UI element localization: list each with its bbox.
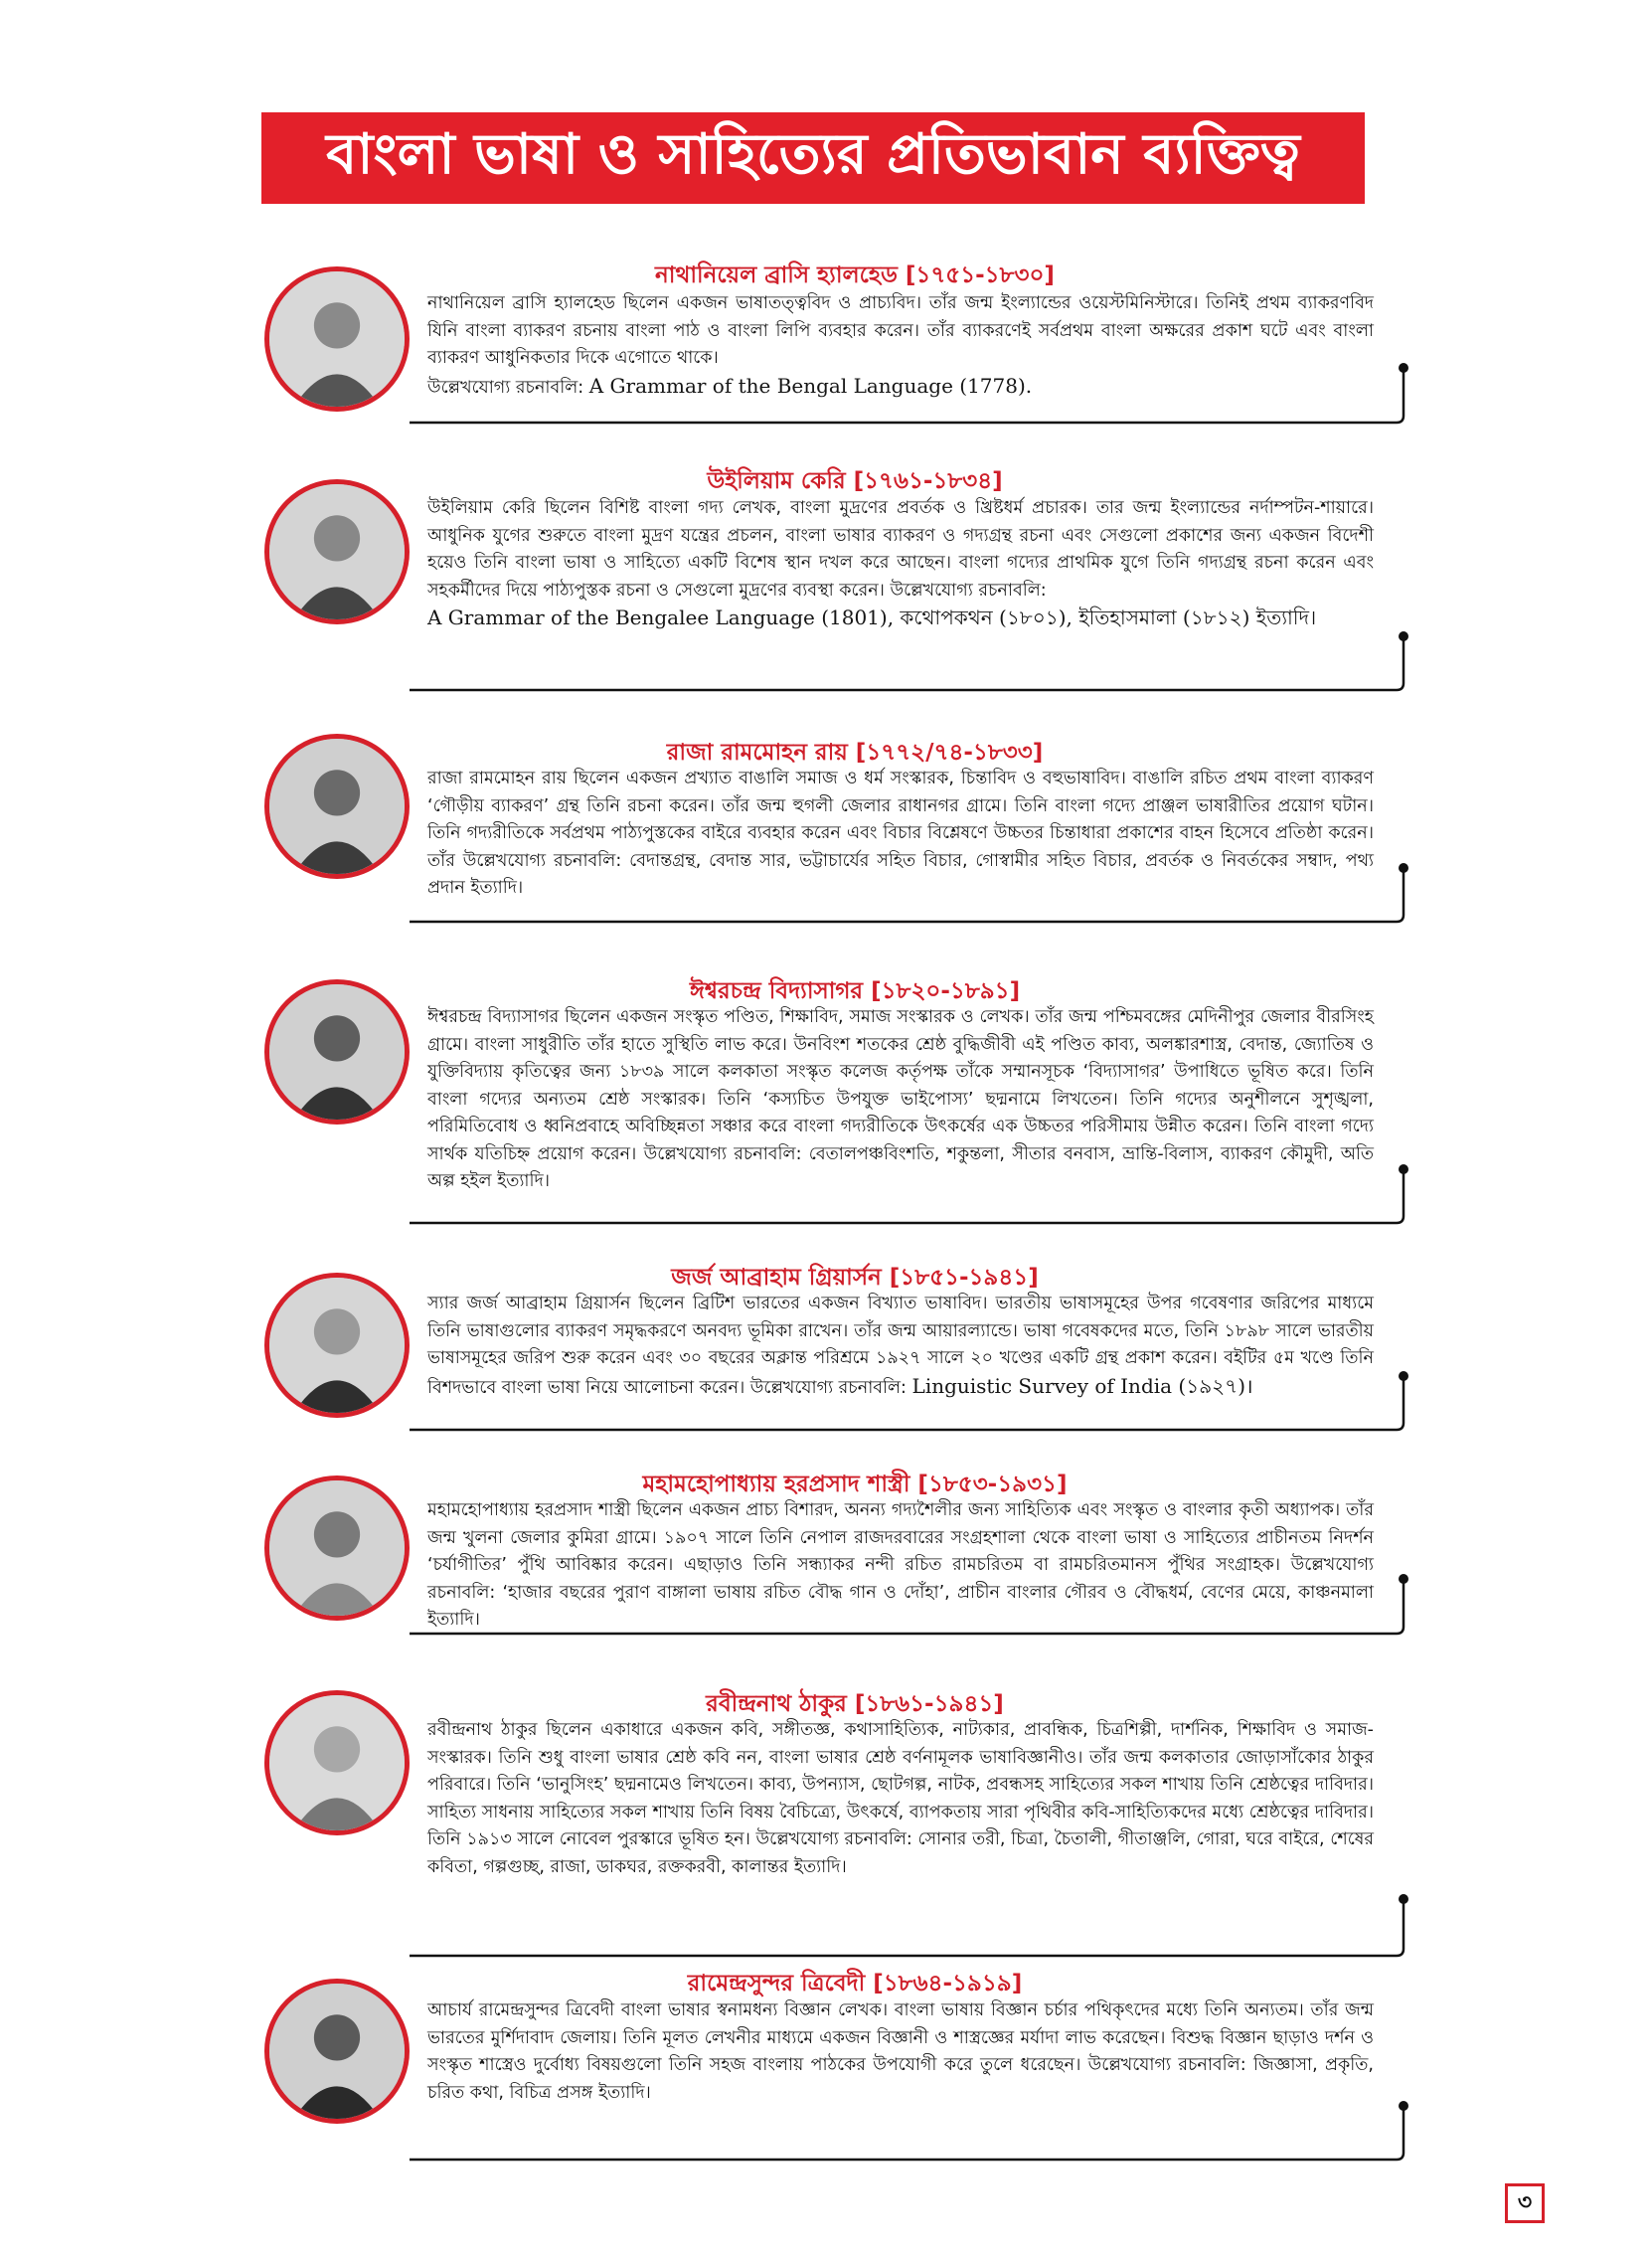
page-number: ৩ <box>1505 2183 1545 2223</box>
entry-name: রামেন্দ্রসুন্দর ত্রিবেদী [১৮৬৪-১৯১৯] <box>687 1971 1023 1996</box>
entry-works: A Grammar of the Bengalee Language (1801), কথোপকথন (১৮০১), ইতিহাসমালা (১৮১২) ইত্যাদি। <box>427 606 1317 629</box>
entry-bio <box>427 1497 1374 1635</box>
entry-bio-text: স্যার জর্জ আব্রাহাম গ্রিয়ার্সন ছিলেন ব্রিটিশ ভারতের একজন বিখ্যাত ভাষাবিদ। ভারতীয় ভাষাসমূহের উপর গবেষণার জরিপের মাধ্যমে তিনি ভাষাগুলোর ব্যাকরণ সমৃদ্ধকরণে অনবদ্য ভূমিকা রাখেন। তাঁর জন্ম আয়ারল্যান্ডে। ভাষা গবেষকদের মতে, তিনি ১৮৯৮ সালে ভারতীয় ভাষাসমূহের জরিপ শুরু করেন এবং ৩০ বছরের অক্লান্ত পরিশ্রমে ১৯২৭ সালে ২০ খণ্ডের একটি গ্রন্থ প্রকাশ করেন। বইটির ৫ম খণ্ডে তিনি বিশদভাবে বাংলা ভাষা নিয়ে আলোচনা করেন। উল্লেখযোগ্য রচনাবলি: <box>427 1294 1374 1398</box>
entry-bio-text: রাজা রামমোহন রায় ছিলেন একজন প্রখ্যাত বাঙালি সমাজ ও ধর্ম সংস্কারক, চিন্তাবিদ ও বহুভাষাবিদ। বাঙালি রচিত প্রথম বাংলা ব্যাকরণ ‘গৌড়ীয় ব্যাকরণ’ গ্রন্থ তিনি রচনা করেন। তাঁর জন্ম হুগলী জেলার রাধানগর গ্রামে। তিনি বাংলা গদ্যে প্রাঞ্জল ভাষারীতির প্রয়োগ ঘটান। তিনি গদ্যরীতিকে সর্বপ্রথম পাঠ্যপুস্তকের বাইরে ব্যবহার করেন এবং বিচার বিশ্লেষণে উচ্চতর চিন্তাধারা প্রকাশের বাহন হিসেবে প্রতিষ্ঠা করেন। তাঁর উল্লেখযোগ্য রচনাবলি: বেদান্তগ্রন্থ, বেদান্ত সার, ভট্টাচার্যের সহিত বিচার, গোস্বামীর সহিত বিচার, প্রবর্তক ও নিবর্তকের সম্বাদ, পথ্য প্রদান ইত্যাদি। <box>427 769 1374 898</box>
title-banner <box>261 112 1365 204</box>
person-portrait-icon <box>269 1984 405 2119</box>
entry-bio-text: উইলিয়াম কেরি ছিলেন বিশিষ্ট বাংলা গদ্য লেখক, বাংলা মুদ্রণের প্রবর্তক ও খ্রিষ্টধর্ম প্রচারক। তার জন্ম ইংল্যান্ডের নর্দাম্পটন-শায়ারে। আধুনিক যুগের শুরুতে বাংলা মুদ্রণ যন্ত্রের প্রচলন, বাংলা ভাষার ব্যাকরণ ও গদ্যগ্রন্থ রচনা এবং সেগুলো প্রকাশের জন্য একজন বিদেশী হয়েও তিনি বাংলা ভাষা ও সাহিত্যে একটি বিশেষ স্থান দখল করে আছেন। বাংলা গদ্যের প্রাথমিক যুগে তিনি গদ্যগ্রন্থ রচনা করেন এবং সহকর্মীদের দিয়ে পাঠ্যপুস্তক রচনা ও সেগুলো মুদ্রণের ব্যবস্থা করেন। উল্লেখযোগ্য রচনাবলি: <box>427 498 1374 601</box>
page-title: বাংলা ভাষা ও সাহিত্যের প্রতিভাবান ব্যক্তিত্ব <box>326 122 1300 187</box>
entry-bio <box>427 1997 1374 2107</box>
entry-bio <box>427 495 1374 634</box>
entry-bio <box>427 290 1374 402</box>
entry-bio <box>427 1004 1374 1196</box>
entry-bio-text: নাথানিয়েল ব্রাসি হ্যালহেড ছিলেন একজন ভাষাতত্ত্ববিদ ও প্রাচ্যবিদ। তাঁর জন্ম ইংল্যান্ডের ওয়েস্টমিনিস্টারে। তিনিই প্রথম ব্যাকরণবিদ যিনি বাংলা ব্যাকরণ রচনায় বাংলা পাঠ ও বাংলা লিপি ব্যবহার করেন। তাঁর ব্যাকরণেই সর্বপ্রথম বাংলা অক্ষরের প্রকাশ ঘটে এবং বাংলা ব্যাকরণ আধুনিকতার দিকে এগোতে থাকে। <box>427 293 1374 368</box>
entry-name: মহামহোপাধ্যায় হরপ্রসাদ শাস্ত্রী [১৮৫৩-১৯৩১] <box>642 1472 1068 1497</box>
entry-works: A Grammar of the Bengal Language (1778). <box>588 373 1033 398</box>
entry-name: রবীন্দ্রনাথ ঠাকুর [১৮৬১-১৯৪১] <box>706 1691 1004 1717</box>
entry-bio-text: মহামহোপাধ্যায় হরপ্রসাদ শাস্ত্রী ছিলেন একজন প্রাচ্য বিশারদ, অনন্য গদ্যশৈলীর জন্য সাহিত্যিক এবং সংস্কৃত ও বাংলার কৃতী অধ্যাপক। তাঁর জন্ম খুলনা জেলার কুমিরা গ্রামে। ১৯০৭ সালে তিনি নেপাল রাজদরবারের সংগ্রহশালা থেকে বাংলা ভাষা ও সাহিত্যের প্রাচীনতম নিদর্শন ‘চর্যাগীতির’ পুঁথি আবিষ্কার করেন। এছাড়াও তিনি সন্ধ্যাকর নন্দী রচিত রামচরিতম বা রামচরিতমানস পুঁথির সংগ্রাহক। উল্লেখযোগ্য রচনাবলি: ‘হাজার বছরের পুরাণ বাঙ্গালা ভাষায় রচিত বৌদ্ধ গান ও দোঁহা’, প্রাচীন বাংলার গৌরব ও বৌদ্ধধর্ম, বেণের মেয়ে, কাঞ্চনমালা ইত্যাদি। <box>427 1500 1374 1630</box>
entry-name: রাজা রামমোহন রায় [১৭৭২/৭৪-১৮৩৩] <box>666 740 1044 766</box>
entry-bio <box>427 766 1374 903</box>
entry-name: ঈশ্বরচন্দ্র বিদ্যাসাগর [১৮২০-১৮৯১] <box>689 978 1021 1004</box>
entry-bio-text: ঈশ্বরচন্দ্র বিদ্যাসাগর ছিলেন একজন সংস্কৃত পণ্ডিত, শিক্ষাবিদ, সমাজ সংস্কারক ও লেখক। তাঁর জন্ম পশ্চিমবঙ্গের মেদিনীপুর জেলার বীরসিংহ গ্রামে। বাংলা সাধুরীতি তাঁর হাতে সুস্থিতি লাভ করে। উনবিংশ শতকের শ্রেষ্ঠ বুদ্ধিজীবী এই পণ্ডিত কাব্য, অলঙ্কারশাস্ত্র, বেদান্ত, জ্যোতিষ ও যুক্তিবিদ্যায় কৃতিত্বের জন্য ১৮৩৯ সালে কলকাতা সংস্কৃত কলেজ কর্তৃপক্ষ তাঁকে সম্মানসূচক ‘বিদ্যাসাগর’ উপাধিতে ভূষিত করে। তিনি বাংলা গদ্যের অন্যতম শ্রেষ্ঠ সংস্কারক। তিনি ‘কস্যচিত উপযুক্ত ভাইপোস্য’ ছদ্মনামে লিখতেন। তিনি গদ্যের অনুশীলনে সুশৃঙ্খলা, পরিমিতিবোধ ও ধ্বনিপ্রবাহে অবিচ্ছিন্নতা সঞ্চার করে বাংলা গদ্যরীতিকে উৎকর্ষের এক উচ্চতর পরিসীমায় উন্নীত করেন। তিনি বাংলা গদ্যে সার্থক যতিচিহ্ন প্রয়োগ করেন। উল্লেখযোগ্য রচনাবলি: বেতালপঞ্চবিংশতি, শকুন্তলা, সীতার বনবাস, ভ্রান্তি-বিলাস, ব্যাকরণ কৌমুদী, অতি অল্প হইল ইত্যাদি। <box>427 1007 1374 1191</box>
entry-works-label: উল্লেখযোগ্য রচনাবলি: <box>427 377 584 398</box>
entry-name: নাথানিয়েল ব্রাসি হ্যালহেড [১৭৫১-১৮৩০] <box>655 262 1055 288</box>
entry-bio-text: রবীন্দ্রনাথ ঠাকুর ছিলেন একাধারে একজন কবি, সঙ্গীতজ্ঞ, কথাসাহিত্যিক, নাট্যকার, প্রাবন্ধিক, চিত্রশিল্পী, দার্শনিক, শিক্ষাবিদ ও সমাজ-সংস্কারক। তিনি শুধু বাংলা ভাষার শ্রেষ্ঠ কবি নন, বাংলা ভাষার শ্রেষ্ঠ বর্ণনামূলক ভাষাবিজ্ঞানীও। তাঁর জন্ম কলকাতার জোড়াসাঁকোর ঠাকুর পরিবারে। তিনি ‘ভানুসিংহ’ ছদ্মনামেও লিখতেন। কাব্য, উপন্যাস, ছোটগল্প, নাটক, প্রবন্ধসহ সাহিত্যের সকল শাখায় তিনি শ্রেষ্ঠত্বের দাবিদার। সাহিত্য সাধনায় সাহিত্যের সকল শাখায় তিনি বিষয় বৈচিত্র্যে, উৎকর্ষে, ব্যাপকতায় সারা পৃথিবীর কবি-সাহিত্যিকদের মধ্যে শ্রেষ্ঠত্বের দাবিদার। তিনি ১৯১৩ সালে নোবেল পুরস্কারে ভূষিত হন। উল্লেখযোগ্য রচনাবলি: সোনার তরী, চিত্রা, চৈতালী, গীতাঞ্জলি, গোরা, ঘরে বাইরে, শেষের কবিতা, গল্পগুচ্ছ, রাজা, ডাকঘর, রক্তকরবী, কালান্তর ইত্যাদি। <box>427 1720 1374 1877</box>
entry-bio <box>427 1717 1374 1881</box>
entry-name: জর্জ আব্রাহাম গ্রিয়ার্সন [১৮৫১-১৯৪১] <box>671 1265 1039 1291</box>
person-portrait-icon <box>269 484 405 619</box>
entry-works: Linguistic Survey of India (১৯২৭)। <box>911 1373 1253 1398</box>
entry-name: উইলিয়াম কেরি [১৭৬১-১৮৩৪] <box>707 468 1003 494</box>
person-portrait-icon <box>269 1278 405 1413</box>
entry-bio <box>427 1291 1374 1402</box>
entry-bio-text: আচার্য রামেন্দ্রসুন্দর ত্রিবেদী বাংলা ভাষার স্বনামধন্য বিজ্ঞান লেখক। বাংলা ভাষায় বিজ্ঞান চর্চার পথিকৃৎদের মধ্যে তিনি অন্যতম। তাঁর জন্ম ভারতের মুর্শিদাবাদ জেলায়। তিনি মূলত লেখনীর মাধ্যমে একজন বিজ্ঞানী ও শাস্ত্রজ্ঞের মর্যাদা লাভ করেছেন। বিশুদ্ধ বিজ্ঞান ছাড়াও দর্শন ও সংস্কৃত শাস্ত্রেও দুর্বোধ্য বিষয়গুলো তিনি সহজ বাংলায় পাঠকের উপযোগী করে তুলে ধরেছেন। উল্লেখযোগ্য রচনাবলি: জিজ্ঞাসা, প্রকৃতি, চরিত কথা, বিচিত্র প্রসঙ্গ ইত্যাদি। <box>427 2000 1374 2103</box>
